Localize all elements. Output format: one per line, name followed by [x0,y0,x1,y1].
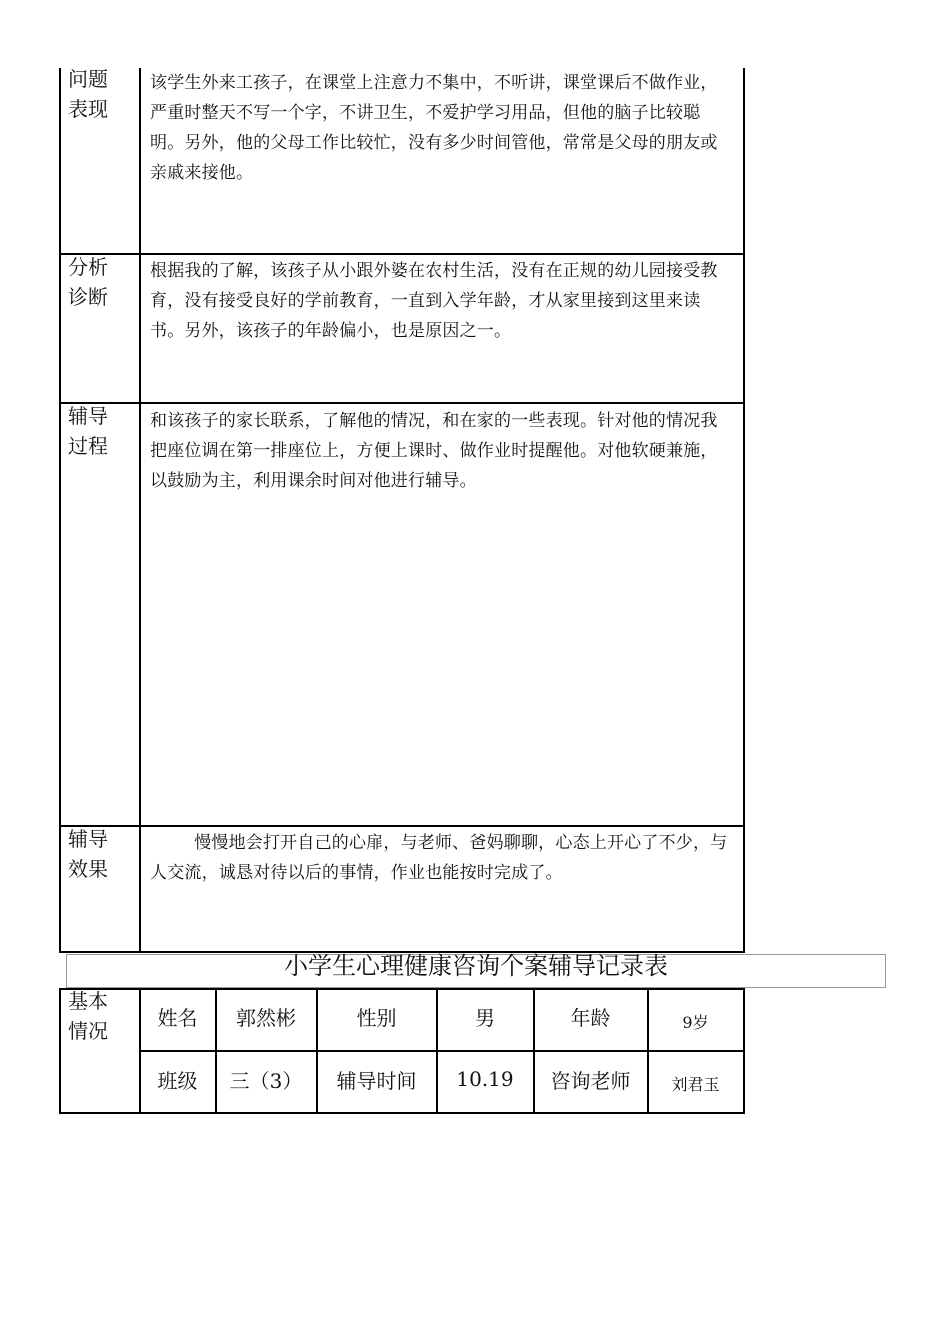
info-left-border [59,988,61,1113]
section-label-problem [68,64,128,124]
info-cell-name-label: 姓名 [157,1005,198,1030]
label-line: 过程 [68,434,108,458]
label-line: 分析 [68,255,108,279]
section-label-process [68,401,128,461]
row-divider-3 [59,825,745,827]
label-line: 诊断 [68,285,108,309]
section-text-process: 和该孩子的家长联系，了解他的情况，和在家的一些表现。针对他的情况我把座位调在第一排座位上，方便上课时、做作业时提醒他。对他软硬兼施，以鼓励为主，利用课余时间对他进行辅导。 [150,411,718,491]
row-divider-2 [59,402,745,404]
label-line: 辅导 [68,827,108,851]
info-cell-class-label: 班级 [157,1068,198,1093]
basic-info-label [68,986,128,1046]
label-line: 问题 [68,67,108,91]
table-right-border [743,68,745,953]
label-line: 情况 [68,1019,108,1043]
info-table-bottom [59,1112,745,1114]
label-line: 辅导 [68,404,108,428]
label-column-divider [139,68,141,953]
section-label-effect [68,824,128,884]
info-cell-counselor-label: 咨询老师 [550,1068,631,1093]
label-line: 表现 [68,97,108,121]
info-right-border [743,988,745,1113]
section-text-effect: 慢慢地会打开自己的心扉，与老师、爸妈聊聊，心态上开心了不少，与人交流，诚恳对待以后的事情，作业也能按时完成了。 [150,833,728,883]
info-cell-time-value: 10.19 [456,1067,514,1091]
section-label-analysis [68,252,128,312]
info-cell-name-value: 郭然彬 [236,1005,296,1030]
label-line: 效果 [68,857,108,881]
info-cell-counselor-value: 刘君玉 [671,1074,720,1094]
info-cell-gender-label: 性别 [356,1005,397,1030]
info-cell-class-value: 三（3） [229,1068,303,1093]
info-cell-gender-value: 男 [475,1005,495,1030]
info-cell-time-label: 辅导时间 [336,1068,417,1093]
label-line: 基本 [68,989,108,1013]
section-text-problem: 该学生外来工孩子，在课堂上注意力不集中，不听讲，课堂课后不做作业，严重时整天不写一个字，不讲卫生，不爱护学习用品，但他的脑子比较聪明。另外，他的父母工作比较忙，没有多少时间管他，常常是父母的朋友或亲戚来接他。 [150,73,718,183]
row-divider-1 [59,253,745,255]
table-left-border [59,68,61,953]
info-cell-age-value: 9岁 [682,1012,709,1032]
section-text-analysis: 根据我的了解，该孩子从小跟外婆在农村生活，没有在正规的幼儿园接受教育，没有接受良好的学前教育，一直到入学年龄，才从家里接到这里来读书。另外，该孩子的年龄偏小，也是原因之一。 [150,261,718,341]
info-cell-age-label: 年龄 [570,1005,611,1030]
form-title: 小学生心理健康咨询个案辅导记录表 [284,952,668,980]
